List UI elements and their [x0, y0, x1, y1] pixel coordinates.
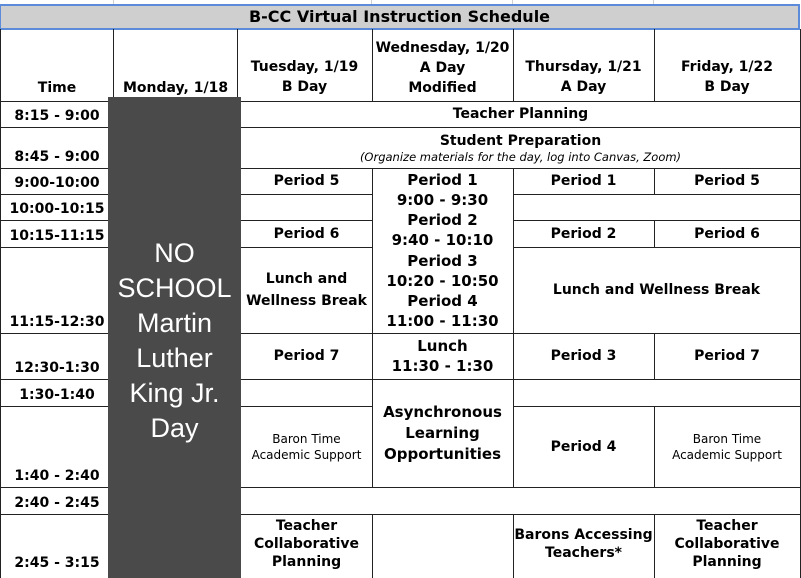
- barons-label: Barons Accessing: [514, 527, 653, 543]
- time-label: 11:15-12:30: [9, 314, 105, 330]
- grid-line: [0, 29, 1, 578]
- header-thursday-day: A Day: [560, 79, 607, 95]
- collab-label: Planning: [271, 554, 342, 570]
- tuesday-baron-time: [241, 406, 372, 487]
- header-monday-label: Monday, 1/18: [122, 80, 229, 96]
- time-cell: [0, 379, 114, 406]
- lunch-label: Lunch and: [265, 271, 348, 287]
- header-time-label: Time: [37, 80, 77, 96]
- schedule-title[interactable]: B-CC Virtual Instruction Schedule: [0, 5, 799, 29]
- time-cell: [0, 333, 114, 379]
- grid-line: [654, 514, 655, 578]
- period-label: Period 5: [273, 173, 340, 189]
- header-friday: [654, 29, 800, 101]
- period-time: 9:40 - 10:10: [391, 231, 494, 250]
- header-time: [0, 29, 114, 101]
- grid-line: [654, 220, 655, 247]
- grid-line: [513, 406, 801, 407]
- student-prep-title: Student Preparation: [439, 132, 602, 149]
- period-time: 9:00 - 9:30: [396, 190, 489, 209]
- lunch-label: Wellness Break: [246, 293, 367, 309]
- grid-line: [237, 29, 238, 101]
- grid-line: [372, 29, 373, 101]
- no-school-line: Luther: [136, 343, 213, 373]
- friday-period-5: [654, 168, 800, 194]
- time-label: 8:45 - 9:00: [14, 149, 100, 165]
- period-label: Period 4: [407, 291, 478, 310]
- time-cell: [0, 487, 114, 514]
- header-tuesday-date: Tuesday, 1/19: [250, 59, 359, 75]
- tuesday-period-5: [241, 168, 372, 194]
- grid-line: [654, 333, 655, 379]
- async-label: Learning: [405, 423, 480, 442]
- collab-label: Teacher: [696, 518, 758, 534]
- tuesday-period-6: [241, 220, 372, 247]
- time-cell: [0, 194, 114, 220]
- period-label: Period 1: [550, 173, 617, 189]
- period-label: Period 2: [407, 211, 478, 230]
- period-label: Period 7: [694, 348, 760, 364]
- time-cell: [0, 514, 114, 574]
- thursday-barons-accessing: [513, 514, 654, 574]
- period-label: Period 4: [550, 438, 617, 455]
- tuesday-lunch: [241, 247, 372, 333]
- lunch-label: Lunch and Wellness Break: [552, 282, 761, 298]
- time-label: 10:15-11:15: [9, 228, 105, 244]
- time-label: 8:15 - 9:00: [14, 108, 100, 124]
- header-wednesday: [372, 29, 513, 101]
- header-thursday-date: Thursday, 1/21: [525, 59, 642, 75]
- time-cell: [0, 127, 114, 168]
- no-school-line: Martin: [136, 308, 212, 338]
- period-label: Period 7: [273, 348, 340, 364]
- lunch-time: 11:30 - 1:30: [391, 357, 494, 375]
- wednesday-periods: [372, 168, 513, 333]
- header-tuesday: [237, 29, 372, 101]
- collab-label: Planning: [692, 554, 762, 570]
- friday-period-6: [654, 220, 800, 247]
- grid-line: [513, 247, 801, 248]
- header-thursday: [513, 29, 654, 101]
- tuesday-collab-planning: [241, 514, 372, 574]
- time-cell: [0, 406, 114, 487]
- time-label: 12:30-1:30: [14, 360, 100, 376]
- no-school-line: SCHOOL: [117, 273, 232, 303]
- baron-time-label: Academic Support: [251, 447, 362, 462]
- header-friday-day: B Day: [704, 79, 750, 95]
- grid-line: [513, 194, 801, 195]
- period-label: Period 6: [694, 225, 760, 242]
- thursday-period-2: [513, 220, 654, 247]
- time-label: 10:00-10:15: [9, 201, 105, 217]
- grid-line: [513, 29, 514, 101]
- grid-line: [513, 514, 514, 578]
- header-monday: [114, 29, 237, 101]
- period-label: Period 3: [407, 251, 478, 270]
- time-cell: [0, 220, 114, 247]
- time-label: 1:30-1:40: [19, 387, 95, 403]
- no-school-line: Day: [150, 413, 199, 443]
- time-cell: [0, 247, 114, 333]
- collab-label: Collaborative: [253, 536, 360, 552]
- grid-line: [654, 406, 655, 487]
- header-wednesday-note: Modified: [408, 80, 477, 96]
- period-label: Period 6: [273, 225, 340, 242]
- time-label: 2:40 - 2:45: [14, 495, 100, 511]
- thursday-friday-lunch: [513, 247, 800, 333]
- grid-line: [513, 168, 514, 487]
- period-time: 11:00 - 11:30: [386, 312, 499, 331]
- time-cell: [0, 168, 114, 194]
- grid-line: [372, 514, 373, 578]
- thursday-period-4: [513, 406, 654, 487]
- tuesday-period-7: [241, 333, 372, 379]
- no-school-line: King Jr.: [129, 378, 220, 408]
- thursday-period-1: [513, 168, 654, 194]
- grid-line: [654, 168, 655, 194]
- period-label: Period 1: [407, 170, 478, 189]
- grid-line: [654, 29, 655, 101]
- async-label: Opportunities: [383, 444, 501, 463]
- student-prep-note: (Organize materials for the day, log into Canvas, Zoom): [359, 149, 682, 164]
- friday-collab-planning: [654, 514, 800, 574]
- baron-time-label: Baron Time: [692, 431, 762, 446]
- period-label: Period 2: [550, 225, 617, 242]
- barons-label: Teachers*: [545, 545, 622, 561]
- wednesday-async: [372, 379, 513, 487]
- collab-label: Collaborative: [674, 536, 780, 552]
- thursday-period-3: [513, 333, 654, 379]
- student-prep-row: [241, 127, 800, 168]
- header-wednesday-day: A Day: [419, 60, 466, 76]
- friday-period-7: [654, 333, 800, 379]
- header-friday-date: Friday, 1/22: [681, 59, 773, 75]
- wednesday-lunch: [372, 333, 513, 379]
- friday-baron-time: [654, 406, 800, 487]
- period-label: Period 5: [694, 173, 760, 189]
- header-tuesday-day: B Day: [281, 79, 328, 95]
- baron-time-label: Baron Time: [272, 431, 341, 446]
- baron-time-label: Academic Support: [672, 447, 782, 462]
- time-label: 2:45 - 3:15: [14, 555, 100, 571]
- no-school-line: NO: [154, 238, 195, 268]
- teacher-planning-label: Teacher Planning: [452, 106, 589, 122]
- monday-no-school: [108, 97, 241, 578]
- teacher-planning-row: [241, 101, 800, 127]
- grid-line: [372, 168, 373, 487]
- collab-label: Teacher: [275, 518, 338, 534]
- time-label: 9:00-10:00: [14, 175, 100, 191]
- grid-line: [513, 220, 801, 221]
- async-label: Asynchronous: [383, 402, 502, 421]
- period-time: 10:20 - 10:50: [386, 271, 499, 290]
- lunch-label: Lunch: [417, 336, 468, 355]
- header-wednesday-date: Wednesday, 1/20: [375, 40, 510, 56]
- time-label: 1:40 - 2:40: [14, 468, 100, 484]
- period-label: Period 3: [550, 348, 617, 364]
- time-cell: [0, 101, 114, 127]
